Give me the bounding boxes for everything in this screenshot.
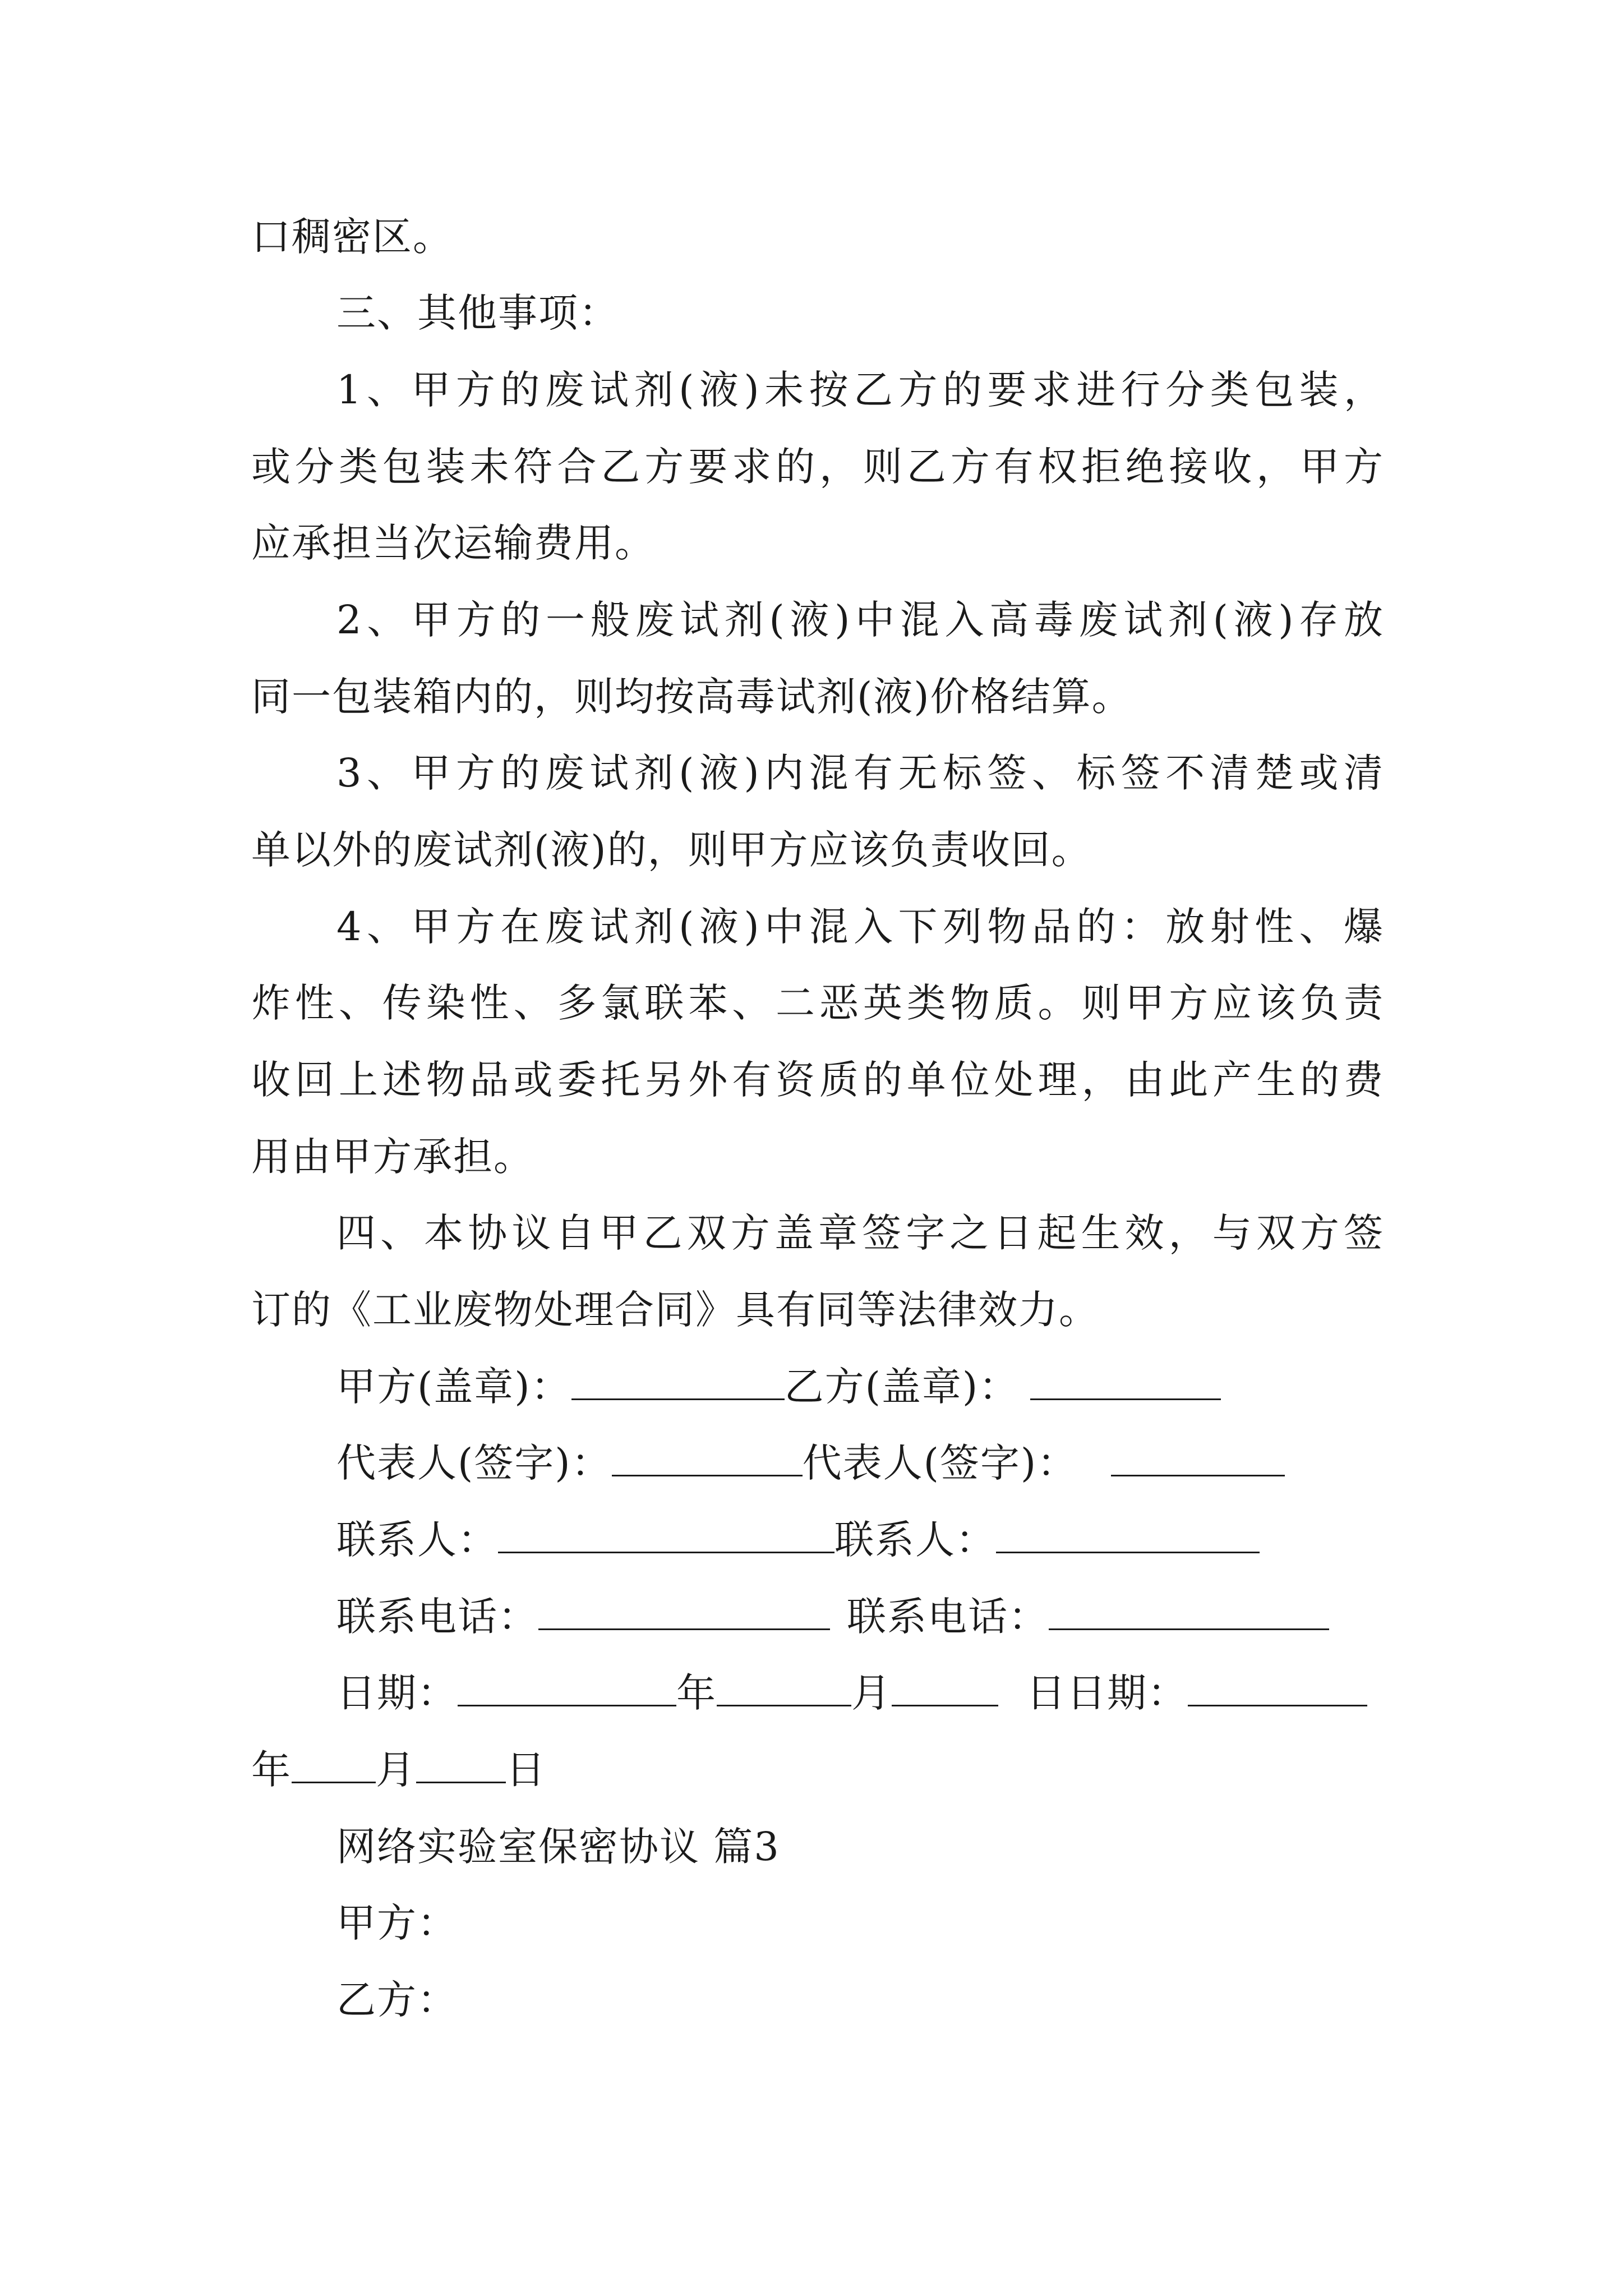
text-line-content: 2、甲方的一般废试剂(液)中混入高毒废试剂(液)存放: [336, 597, 1384, 643]
next-section-title: 网络实验室保密协议 篇3: [336, 1824, 780, 1870]
phone-b-blank[interactable]: [1049, 1594, 1329, 1630]
party-b-seal-label: 乙方(盖章)：: [784, 1364, 1020, 1410]
day-date-b-label: 日日期：: [1026, 1670, 1188, 1716]
date-a-year-blank[interactable]: [458, 1670, 676, 1706]
party-a-seal-blank[interactable]: [571, 1364, 785, 1400]
date-b-month-blank[interactable]: [292, 1747, 376, 1783]
text-line: 单以外的废试剂(液)的，则甲方应该负责收回。: [251, 827, 1092, 873]
year-label: 年: [676, 1670, 717, 1716]
representative-row: [336, 1435, 1285, 1491]
contact-b-blank[interactable]: [996, 1517, 1260, 1553]
rep-a-blank[interactable]: [612, 1440, 803, 1476]
text-line: 同一包装箱内的，则均按高毒试剂(液)价格结算。: [251, 674, 1132, 720]
text-line-content: 四、本协议自甲乙双方盖章签字之日起生效，与双方签: [336, 1210, 1384, 1256]
contact-row: [336, 1512, 1260, 1568]
party-a-seal-row: [336, 1359, 1221, 1415]
date-a-month-blank[interactable]: [717, 1670, 851, 1706]
text-line-content: 收回上述物品或委托另外有资质的单位处理，由此产生的费: [251, 1057, 1384, 1103]
text-line: [251, 975, 1384, 1031]
date-b-row: [251, 1742, 546, 1798]
phone-a-blank[interactable]: [538, 1594, 830, 1630]
text-line: 口稠密区。: [251, 214, 453, 260]
text-line-content: 3、甲方的废试剂(液)内混有无标签、标签不清楚或清: [336, 750, 1384, 796]
text-line-content: 炸性、传染性、多氯联苯、二恶英类物质。则甲方应该负责: [251, 980, 1384, 1026]
text-line: 订的《工业废物处理合同》具有同等法律效力。: [251, 1287, 1099, 1333]
party-b-seal-blank[interactable]: [1030, 1364, 1221, 1400]
contact-a-blank[interactable]: [498, 1517, 834, 1553]
text-line: 用由甲方承担。: [251, 1134, 534, 1180]
text-line: 应承担当次运输费用。: [251, 520, 655, 566]
contact-b-label: 联系人：: [834, 1517, 996, 1563]
date-row: [336, 1665, 1367, 1721]
text-line-content: 4、甲方在废试剂(液)中混入下列物品的：放射性、爆: [336, 904, 1384, 950]
month2-label: 月: [376, 1747, 416, 1793]
section-heading: 三、其他事项：: [336, 290, 619, 336]
phone-row: [336, 1589, 1329, 1645]
date-a-day-blank[interactable]: [892, 1670, 998, 1706]
text-line: [251, 1052, 1384, 1108]
text-line-content: 1、甲方的废试剂(液)未按乙方的要求进行分类包装，: [336, 367, 1384, 413]
text-line: [336, 745, 1384, 801]
contact-a-label: 联系人：: [336, 1517, 498, 1563]
text-line: [251, 439, 1384, 495]
rep-b-label: 代表人(签字)：: [802, 1440, 1078, 1486]
month-label: 月: [851, 1670, 892, 1716]
next-party-b: 乙方：: [336, 1977, 458, 2023]
next-party-a: 甲方：: [336, 1900, 458, 1946]
phone-b-label: 联系电话：: [847, 1594, 1049, 1640]
date-a-label: 日期：: [336, 1670, 458, 1716]
rep-b-blank[interactable]: [1111, 1440, 1285, 1476]
text-line-content: 或分类包装未符合乙方要求的，则乙方有权拒绝接收，甲方: [251, 444, 1384, 490]
rep-a-label: 代表人(签字)：: [336, 1440, 612, 1486]
text-line: [336, 1205, 1384, 1261]
phone-a-label: 联系电话：: [336, 1594, 538, 1640]
text-line: [336, 592, 1384, 648]
date-b-day-blank[interactable]: [416, 1747, 506, 1783]
text-line: [336, 362, 1384, 418]
party-a-seal-label: 甲方(盖章)：: [336, 1364, 571, 1410]
year2-label: 年: [251, 1747, 292, 1793]
date-b-blank[interactable]: [1188, 1670, 1367, 1706]
text-line: [336, 899, 1384, 955]
day2-label: 日: [506, 1747, 546, 1793]
